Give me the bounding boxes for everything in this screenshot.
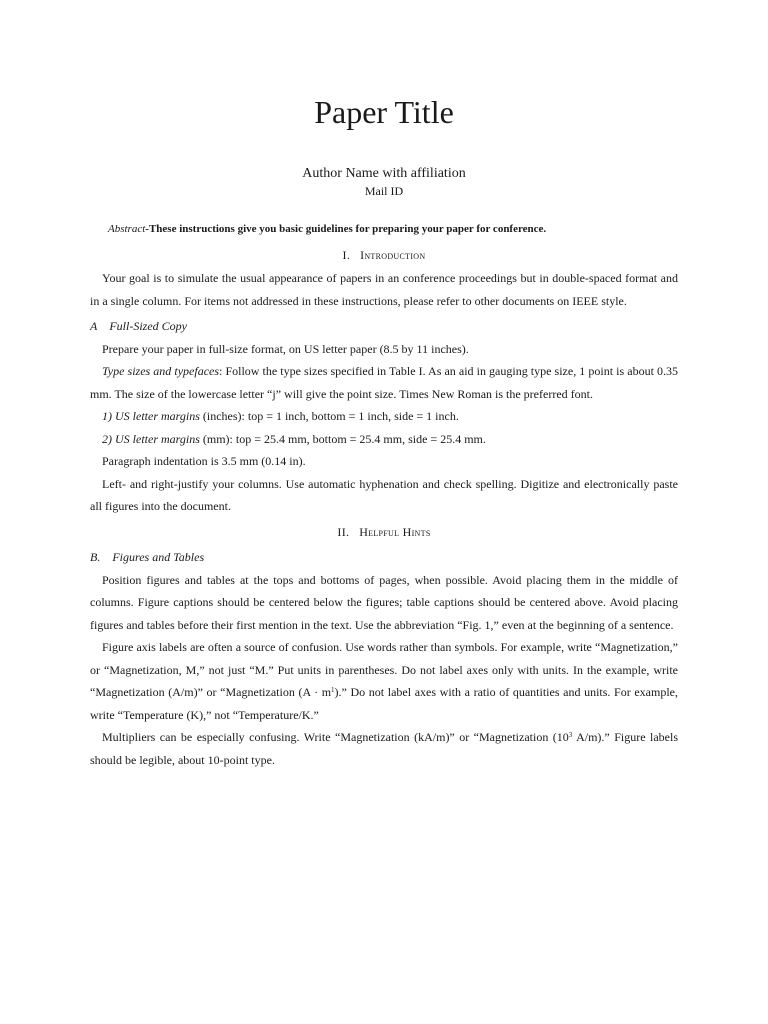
subsection-title: Full-Sized Copy: [109, 319, 187, 333]
subsection-heading-figures-and-tables: [90, 546, 678, 569]
subsection-title: Figures and Tables: [112, 550, 205, 564]
paragraph: Your goal is to simulate the usual appearance of papers in an conference proceedings but in double-spaced format and in a single column. For items not addressed in these instructions, please refer to other documents on IEEE style.: [90, 271, 678, 308]
subsection-heading-full-sized-copy: [90, 315, 678, 338]
section-number: I.: [342, 247, 351, 262]
paragraph: [90, 636, 678, 726]
paragraph-text: (mm): top = 25.4 mm, bottom = 25.4 mm, side = 25.4 mm.: [199, 431, 486, 446]
paragraph-text: ).” Do not label axes with a ratio of quantities and units. For example, write “Temperature (K),” not “Temperature/K.”: [90, 685, 678, 722]
paragraph-lead: 2) US letter margins: [102, 431, 200, 446]
abstract: [90, 218, 678, 241]
paragraph: [90, 726, 678, 771]
paragraph: [90, 405, 678, 428]
section-heading-helpful-hints: [90, 521, 678, 544]
paragraph: [90, 360, 678, 405]
paragraph-text: : Follow the type sizes specified in Table I. As an aid in gauging type size, 1 point is about 0.35 mm. The size of the lowercase letter “j” will give the point size. Times New Roman is the preferred font.: [90, 364, 678, 401]
section-title: Helpful Hints: [359, 524, 431, 539]
paragraph-text: Multipliers can be especially confusing. Write “Magnetization (kA/m)” or “Magnetization (10: [102, 730, 569, 744]
paragraph: Left- and right-justify your columns. Use automatic hyphenation and check spelling. Digitize and electronically paste all figures into the document.: [90, 476, 678, 513]
superscript: 3: [568, 731, 573, 739]
paragraph: Prepare your paper in full-size format, on US letter paper (8.5 by 11 inches).: [102, 341, 469, 356]
paragraph-lead: Type sizes and typefaces: [102, 364, 220, 378]
paragraph: Paragraph indentation is 3.5 mm (0.14 in).: [102, 454, 306, 468]
paper-title: Paper Title: [314, 94, 454, 130]
section-heading-introduction: [90, 244, 678, 267]
paragraph-lead: 1) US letter margins: [102, 409, 200, 423]
superscript: 1: [331, 686, 335, 694]
mail-id: Mail ID: [364, 184, 404, 198]
abstract-label: Abstract: [108, 223, 146, 235]
paper-body: [90, 218, 678, 771]
subsection-letter: A: [90, 319, 98, 333]
section-title: Introduction: [360, 247, 426, 262]
paragraph: Position figures and tables at the tops and bottoms of pages, when possible. Avoid placing them in the middle of columns. Figure captions should be centered below the figures; table captions should be centered above. Avoid placing figures and tables before their first mention in the text. Use the abbreviation “Fig. 1,” even at the beginning of a sentence.: [90, 572, 678, 632]
abstract-dash: -: [145, 223, 149, 235]
paragraph: [90, 428, 678, 451]
abstract-text: These instructions give you basic guidelines for preparing your paper for conference.: [148, 223, 547, 235]
section-number: II.: [337, 524, 350, 539]
paragraph-text: Figure axis labels are often a source of confusion. Use words rather than symbols. For example, write “Magnetization,” or “Magnetization, M,” not just “M.” Put units in parentheses. Do not label axes only with units. In the example, write “Magnetization (A/m)” or “Magnetization (A · m: [90, 640, 678, 699]
author-name: Author Name with affiliation: [302, 166, 466, 181]
subsection-letter: B.: [90, 550, 101, 564]
paragraph-text: A/m).” Figure labels should be legible, about 10-point type.: [90, 730, 678, 767]
paragraph-text: (inches): top = 1 inch, bottom = 1 inch, side = 1 inch.: [199, 409, 459, 423]
